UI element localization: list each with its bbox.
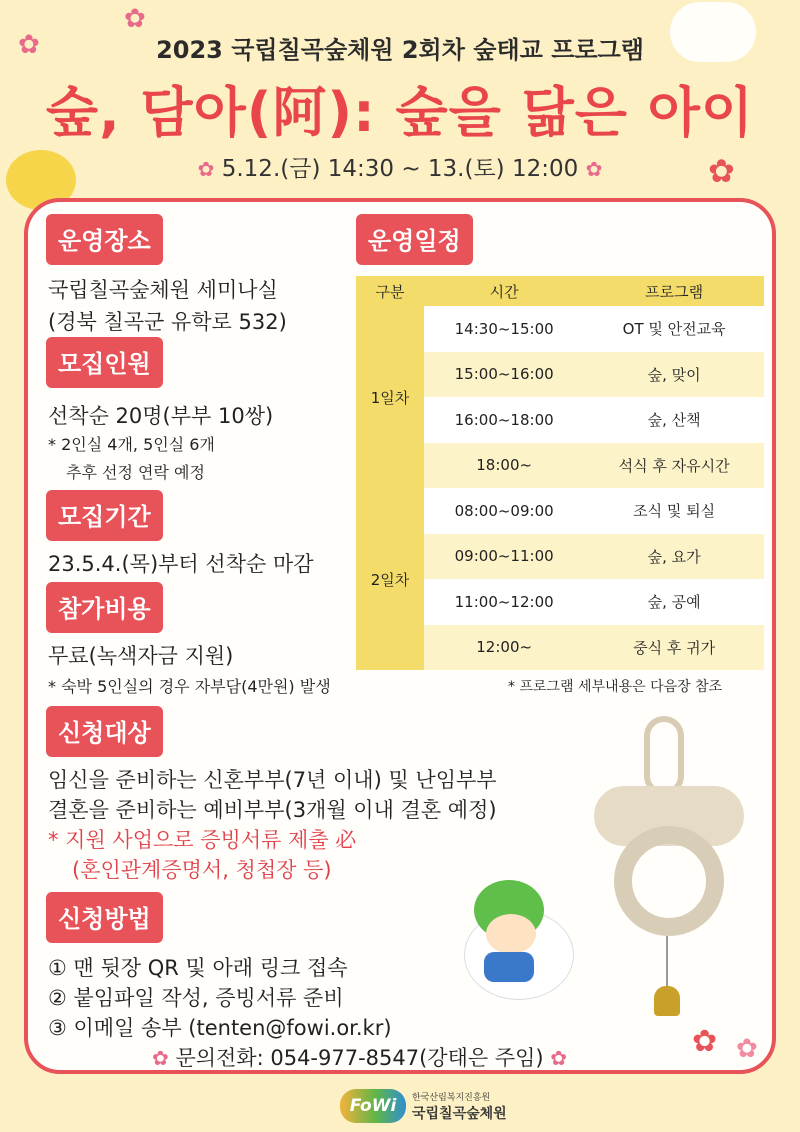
day-cell: 2일차 xyxy=(356,488,424,670)
table-row xyxy=(356,488,764,534)
time-cell: 18:00~ xyxy=(424,443,584,489)
time-cell: 09:00~11:00 xyxy=(424,534,584,580)
fee-note: * 숙박 5인실의 경우 자부담(4만원) 발생 xyxy=(48,677,331,696)
time-cell: 08:00~09:00 xyxy=(424,488,584,534)
time-cell: 12:00~ xyxy=(424,625,584,671)
knit-ornament-image xyxy=(594,716,744,1016)
program-cell: 조식 및 퇴실 xyxy=(584,488,764,534)
day-cell: 1일차 xyxy=(356,306,424,488)
method-step: ① 맨 뒷장 QR 및 아래 링크 접속 xyxy=(48,956,348,980)
program-cell: 중식 후 귀가 xyxy=(584,625,764,671)
contact xyxy=(152,1042,567,1072)
program-cell: OT 및 안전교육 xyxy=(584,306,764,352)
venue-line: 국립칠곡숲체원 세미나실 xyxy=(48,278,278,302)
program-cell: 숲, 맞이 xyxy=(584,352,764,398)
tulip-icon: ✿ xyxy=(736,1034,758,1064)
schedule-tag: 운영일정 xyxy=(356,214,473,265)
table-header-row xyxy=(356,276,764,306)
contact-text: 문의전화: 054-977-8547(강태은 주임) xyxy=(175,1046,544,1070)
time-cell: 11:00~12:00 xyxy=(424,579,584,625)
column-header: 구분 xyxy=(356,276,424,306)
method-step: ② 붙임파일 작성, 증빙서류 준비 xyxy=(48,986,344,1010)
tulip-icon: ✿ xyxy=(708,152,735,190)
method-tag: 신청방법 xyxy=(46,892,163,943)
fee-text: 무료(녹색자금 지원) xyxy=(48,644,234,668)
target-note: * 지원 사업으로 증빙서류 제출 必 xyxy=(48,828,357,852)
period-tag: 모집기간 xyxy=(46,490,163,541)
time-cell: 16:00~18:00 xyxy=(424,397,584,443)
target-line: 결혼을 준비하는 예비부부(3개월 이내 결혼 예정) xyxy=(48,798,497,822)
recruit-tag: 모집인원 xyxy=(46,337,163,388)
schedule-table xyxy=(356,276,764,670)
time-cell: 14:30~15:00 xyxy=(424,306,584,352)
fee-tag: 참가비용 xyxy=(46,582,163,633)
event-date-text: 5.12.(금) 14:30 ~ 13.(토) 12:00 xyxy=(221,156,579,182)
flower-icon: ✿ xyxy=(152,1046,169,1070)
column-header: 프로그램 xyxy=(584,276,764,306)
target-note: (혼인관계증명서, 청첩장 등) xyxy=(72,858,332,882)
time-cell: 15:00~16:00 xyxy=(424,352,584,398)
schedule-note: * 프로그램 세부내용은 다음장 참조 xyxy=(508,679,723,695)
program-cell: 숲, 산책 xyxy=(584,397,764,443)
column-header: 시간 xyxy=(424,276,584,306)
org-small: 한국산림복지진흥원 xyxy=(412,1092,491,1103)
tulip-icon: ✿ xyxy=(692,1024,718,1059)
header-subtitle: 2023 국립칠곡숲체원 2회차 숲태교 프로그램 xyxy=(156,36,644,64)
event-date xyxy=(0,150,800,183)
footer-logo xyxy=(340,1088,507,1124)
org-name: 국립칠곡숲체원 xyxy=(412,1105,507,1122)
flower-icon: ✿ xyxy=(124,4,146,34)
page-title: 숲, 담아(阿): 숲을 닮은 아이 xyxy=(45,81,755,144)
program-cell: 석식 후 자유시간 xyxy=(584,443,764,489)
target-line: 임신을 준비하는 신혼부부(7년 이내) 및 난임부부 xyxy=(48,768,497,792)
venue-tag: 운영장소 xyxy=(46,214,163,265)
recruit-note: 추후 선정 연락 예정 xyxy=(66,463,205,482)
recruit-note: * 2인실 4개, 5인실 6개 xyxy=(48,435,215,454)
email-link[interactable]: ③ 이메일 송부 (tenten@fowi.or.kr) xyxy=(48,1016,392,1040)
flower-icon: ✿ xyxy=(550,1046,568,1070)
method-step xyxy=(48,1012,392,1042)
program-cell: 숲, 요가 xyxy=(584,534,764,580)
org-info xyxy=(412,1090,507,1123)
flower-icon: ✿ xyxy=(197,157,215,181)
mascot-image xyxy=(444,880,584,1010)
program-cell: 숲, 공예 xyxy=(584,579,764,625)
fowi-logo: FoWi xyxy=(340,1089,406,1123)
recruit-count: 선착순 20명(부부 10쌍) xyxy=(48,404,274,428)
period-text: 23.5.4.(목)부터 선착순 마감 xyxy=(48,552,314,576)
table-row xyxy=(356,306,764,352)
venue-address: (경북 칠곡군 유학로 532) xyxy=(48,310,287,334)
target-tag: 신청대상 xyxy=(46,706,163,757)
flower-icon: ✿ xyxy=(585,157,603,181)
flower-icon: ✿ xyxy=(18,30,40,60)
